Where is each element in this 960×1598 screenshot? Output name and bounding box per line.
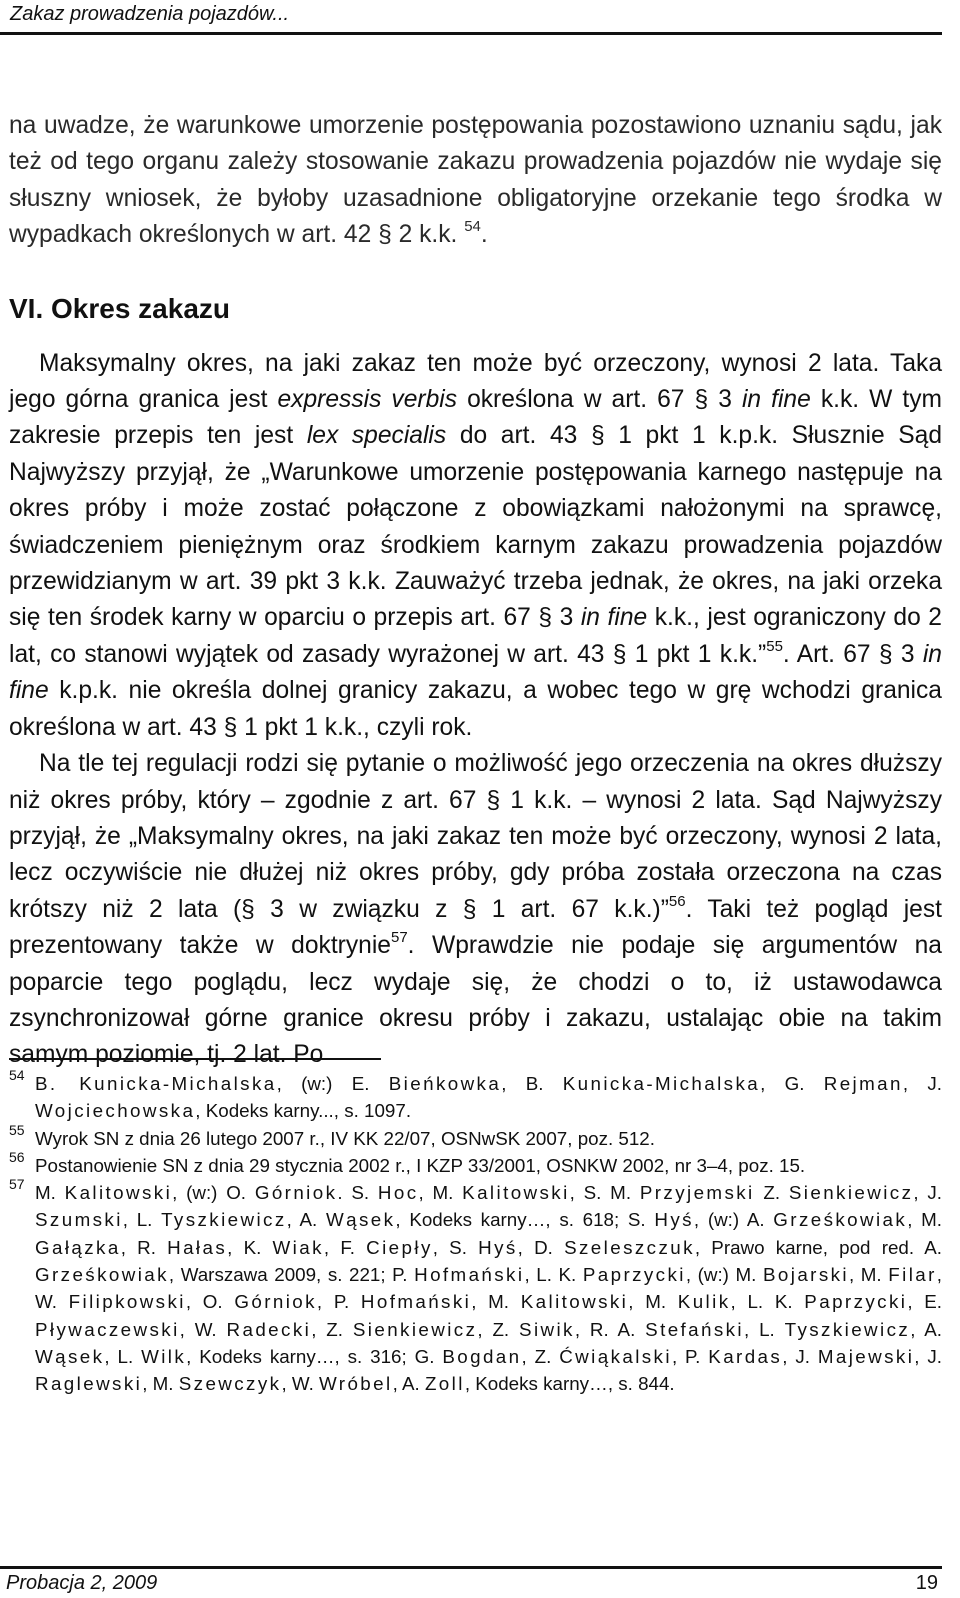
p1-italic-4: in fine [580, 604, 648, 632]
author: Wąsek [325, 1209, 396, 1231]
fn-text: , L. [122, 1209, 162, 1231]
fn-text: , Kodeks karny…, s. 844. [464, 1373, 675, 1395]
fn-text: , A. [286, 1209, 326, 1231]
fn-text: , F. [323, 1236, 367, 1258]
footnote-56 [9, 1148, 942, 1179]
author: Wąsek [35, 1345, 105, 1367]
author: Radecki [226, 1318, 312, 1340]
footnote-rule [9, 1058, 381, 1060]
main-text [9, 108, 942, 1074]
fn-text: , W. [179, 1318, 227, 1340]
author: Szewczyk [178, 1373, 282, 1395]
author: Kalitowski [64, 1182, 173, 1204]
footer-rule [0, 1566, 942, 1569]
footnote-57 [9, 1176, 943, 1397]
fn-text: , Kodeks karny..., s. 1097. [195, 1100, 412, 1122]
page-number: 19 [915, 1572, 938, 1594]
author: Hałas [167, 1236, 228, 1258]
fn-text: , W. [35, 1264, 942, 1313]
author: Bogdan [442, 1345, 522, 1367]
fn-text: Postanowienie SN z dnia 29 stycznia 2002 r., I KZP 33/2001, OSNKW 2002, nr 3–4, poz. 15. [35, 1154, 806, 1176]
author: Przyjemski [639, 1182, 755, 1204]
p1-italic-2: in fine [741, 386, 811, 414]
fn-text: , Kodeks karny…, s. 618; S. [395, 1209, 655, 1231]
p2-a: Na tle tej regulacji rodzi się pytanie o możliwość jego orzeczenia na okres dłuższy niż okres próby, który – zgodnie z art. 67 § 1 k.k. – wynosi 2 lata. Sąd Najwyższy przyjął, że „Maksymalny okres, na jaki zakaz ten może być orzeczony, wynosi 2 lata, lecz oczywiście nie dłużej niż okres próby, gdy próba została orzeczona na czas krótszy niż 2 lata (§ 3 w związku z § 1 art. 67 k.k.)” [9, 750, 942, 923]
p1-f: . Art. 67 § 3 [782, 640, 923, 668]
author: Wiak [272, 1236, 324, 1258]
fn-text: . S. [337, 1182, 378, 1204]
author: Górniok [254, 1182, 338, 1204]
fn-text: , G. [760, 1073, 824, 1094]
fn-text: , M. [628, 1291, 678, 1313]
fn-text: Z. [754, 1182, 789, 1204]
fn-text: , L. K. [524, 1264, 583, 1286]
footnote-ref-54[interactable]: 54 [464, 218, 481, 236]
fn-text: , Warszawa 2009, s. 221; P. [168, 1264, 415, 1286]
fn-text: , S. [432, 1236, 479, 1258]
footnotes [9, 1067, 943, 1398]
fn-text: , S. M. [569, 1182, 640, 1204]
fn-text: , Prawo karne, pod red. A. [694, 1236, 942, 1258]
intro-text: na uwadze, że warunkowe umorzenie postępowania pozostawiono uznaniu sądu, jak też od tego organu zależy stosowanie zakazu prowadzenia pojazdów nie wydaje się słuszny wniosek, że byłoby uzasadnione obligatoryjne orzekanie tego środka w wypadkach określonych w art. 42 § 2 k.k. [9, 112, 942, 249]
author: Grześkowiak [35, 1264, 169, 1286]
paragraph-2 [9, 746, 942, 1074]
fn-text: , L. K. [730, 1291, 805, 1313]
p1-italic-5: in fine [9, 640, 942, 705]
running-title: Zakaz prowadzenia pojazdów... [10, 3, 290, 25]
author: B. Kunicka-Michalska [35, 1073, 277, 1094]
author: Stefański [645, 1318, 745, 1340]
footnote-55 [9, 1121, 942, 1152]
author: Kalitowski [520, 1291, 629, 1313]
author: Wróbel [319, 1373, 393, 1395]
p2-b: . Taki też pogląd jest prezentowany także w doktrynie [9, 895, 942, 960]
fn-text: , W. [281, 1373, 319, 1395]
author: Wilk [141, 1345, 187, 1367]
author: Wojciechowska [35, 1100, 196, 1122]
fn-text: , M. [142, 1373, 179, 1395]
intro-end: . [480, 221, 488, 249]
p1-c: k.k. W tym zakresie przepis ten jest [9, 386, 943, 450]
author: Rejman [823, 1073, 903, 1094]
fn-text: , J. [902, 1073, 942, 1094]
fn-text: , Z. [521, 1345, 560, 1367]
journal-title: Probacja 2, 2009 [6, 1572, 158, 1594]
author: Tyszkiewicz [784, 1318, 911, 1340]
p2-c: . Wprawdzie nie podaje się argumentów na poparcie tego poglądu, lecz wydaje się, że chodzi o to, iż ustawodawca zsynchronizował górne granice okresu próby i zakazu, ustalając obie na takim samym poziomie, tj. 2 lat. Po [9, 932, 942, 1069]
fn-text: , M. [418, 1182, 463, 1204]
author: Gałązka [35, 1236, 121, 1258]
fn-text: , J. [913, 1182, 942, 1204]
fn-text: , B. [501, 1073, 563, 1094]
author: Ćwiąkalski [559, 1345, 672, 1367]
footnote-number: 57 [9, 1176, 25, 1193]
p1-e: k.k., jest ograniczony do 2 lat, co stanowi wyjątek od zasady wyrażonej w art. 43 § 1 pkt 1 k.k.” [9, 604, 942, 668]
fn-text: , K. [227, 1236, 273, 1258]
author: Sienkiewicz [352, 1318, 478, 1340]
author: Paprzycki [582, 1264, 686, 1286]
footnote-number: 55 [9, 1121, 25, 1138]
author: Paprzycki [804, 1291, 908, 1313]
author: Raglewski [35, 1373, 143, 1395]
author: Ciepły [366, 1236, 433, 1258]
fn-text: , Kodeks karny…, s. 316; G. [186, 1345, 443, 1367]
p1-italic-3: lex specialis [306, 422, 447, 450]
fn-text: , A. [392, 1373, 425, 1395]
author: Kalitowski [462, 1182, 570, 1204]
fn-text: , (w:) M. [685, 1264, 763, 1286]
author: Hofmański [360, 1291, 472, 1313]
author: Kardas [708, 1345, 783, 1367]
author: Bieńkowka [388, 1073, 502, 1094]
author: Sienkiewicz [788, 1182, 914, 1204]
fn-text: , J. [914, 1345, 943, 1367]
fn-text: , A. [910, 1318, 942, 1340]
footnote-ref-56[interactable]: 56 [668, 892, 686, 910]
p1-a: Maksymalny okres, na jaki zakaz ten może być orzeczony, wynosi 2 lata. Taka jego górna granica jest [9, 349, 942, 414]
author: Grześkowiak [773, 1209, 908, 1231]
author: Hoc [377, 1182, 419, 1204]
fn-text: , O. [185, 1291, 235, 1313]
fn-text: , M. [848, 1264, 889, 1286]
fn-text: , P. [671, 1345, 709, 1367]
fn-text: , R. [120, 1236, 168, 1258]
fn-text: , Z. [477, 1318, 520, 1340]
fn-text: , J. [782, 1345, 818, 1367]
fn-text: Wyrok SN z dnia 26 lutego 2007 r., IV KK 22/07, OSNwSK 2007, poz. 512. [35, 1127, 655, 1149]
author: Hyś [478, 1236, 518, 1258]
p1-g: k.p.k. nie określa dolnej granicy zakazu, a wobec tego w grę wchodzi granica określona w art. 43 § 1 pkt 1 k.k., czyli rok. [9, 677, 942, 741]
author: Tyszkiewicz [161, 1209, 287, 1231]
footnote-ref-55[interactable]: 55 [766, 637, 783, 655]
fn-text: , L. [104, 1345, 142, 1367]
fn-text: , (w:) O. [172, 1182, 255, 1204]
fn-text: , Z. [311, 1318, 353, 1340]
fn-text: , M. [471, 1291, 521, 1313]
author: Górniok [234, 1291, 317, 1313]
author: Filar [888, 1264, 937, 1286]
fn-text: , P. [316, 1291, 361, 1313]
fn-text: , L. [744, 1318, 785, 1340]
footnote-number: 54 [9, 1067, 25, 1083]
p1-b: określona w art. 67 § 3 [457, 386, 742, 414]
author: Bojarski [762, 1264, 849, 1286]
fn-text: , D. [517, 1236, 565, 1258]
author: Hofmański [414, 1264, 525, 1286]
paragraph-1 [9, 346, 942, 746]
fn-text: , (w:) A. [693, 1209, 774, 1231]
fn-text: , M. [907, 1209, 942, 1231]
author: Siwik [519, 1318, 575, 1340]
intro-paragraph [9, 108, 942, 254]
author: Pływaczewski [35, 1318, 180, 1340]
fn-text: , R. A. [574, 1318, 646, 1340]
p1-italic-1: expressis verbis [277, 386, 458, 414]
header-rule [0, 32, 942, 35]
section-heading: VI. Okres zakazu [9, 292, 231, 324]
author: Filipkowski [68, 1291, 186, 1313]
author: Majewski [817, 1345, 915, 1367]
footnote-ref-57[interactable]: 57 [390, 928, 408, 946]
author: Kulik [677, 1291, 731, 1313]
author: Zoll [424, 1373, 465, 1395]
author: Szeleszczuk [564, 1236, 695, 1258]
footnote-54 [9, 1067, 942, 1125]
p1-d: do art. 43 § 1 pkt 1 k.p.k. Słusznie Sąd Najwyższy przyjął, że „Warunkowe umorzenie postępowania karnego następuje na okres próby i może zostać połączone z obowiązkami nałożonymi na sprawcę, świadczeniem pieniężnym oraz środkiem karnym zakazu prowadzenia pojazdów przewidzianym w art. 39 pkt 3 k.k. Zauważyć trzeba jednak, że okres, na jaki orzeka się ten środek karny w oparciu o przepis art. 67 § 3 [9, 422, 943, 632]
author: Hyś [654, 1209, 694, 1231]
footnote-number: 56 [9, 1148, 25, 1165]
author: Kunicka-Michalska [562, 1073, 761, 1094]
author: Szumski [35, 1209, 123, 1231]
fn-text: M. [35, 1182, 65, 1204]
fn-text: , E. [907, 1291, 942, 1313]
fn-text: , (w:) E. [276, 1073, 389, 1094]
